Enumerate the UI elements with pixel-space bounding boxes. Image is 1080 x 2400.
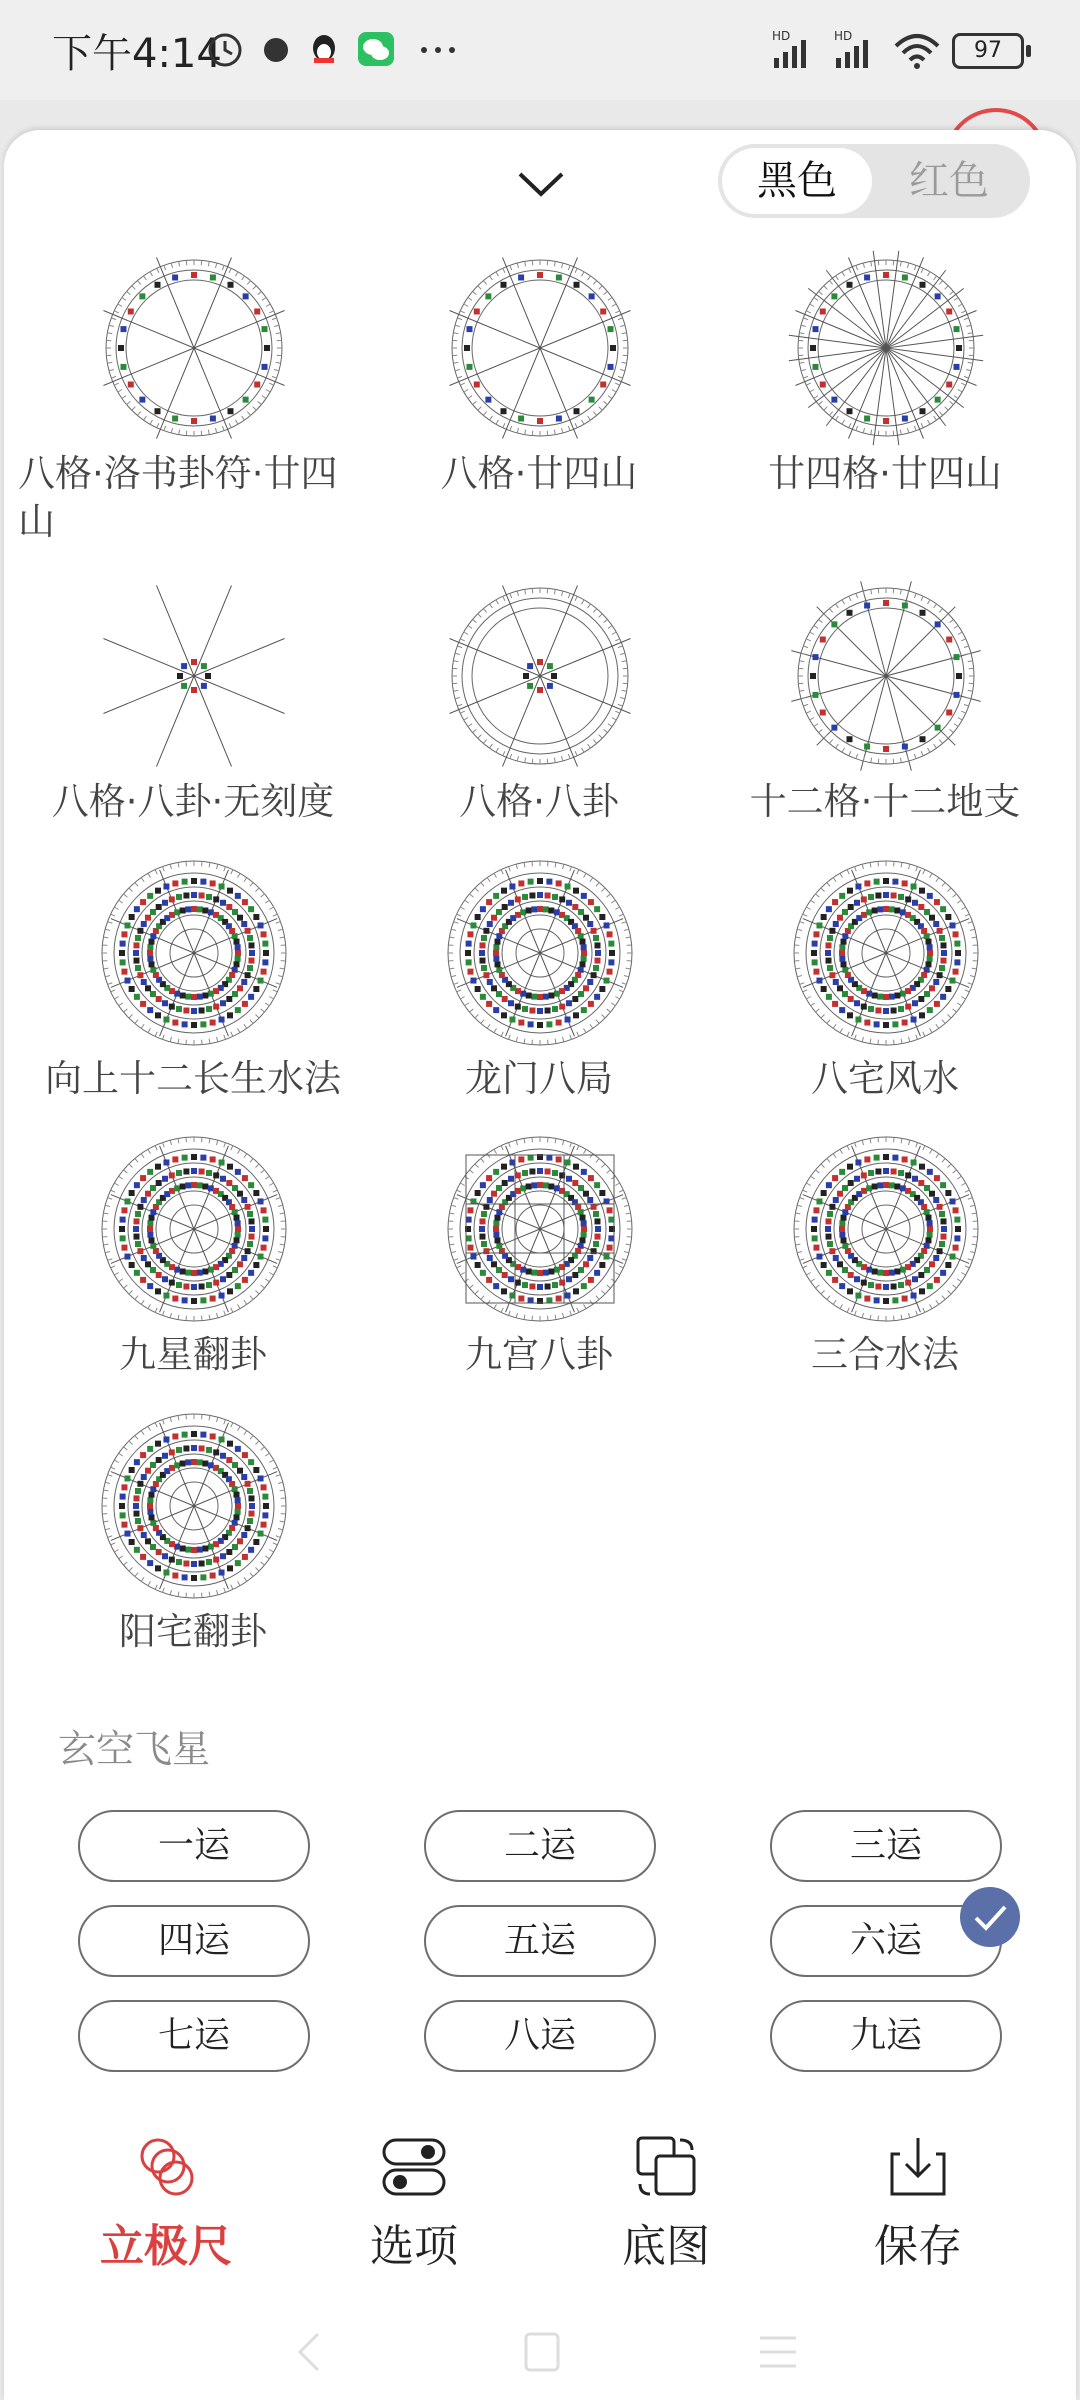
compass-ruler-thumbnail [96, 578, 292, 774]
svg-text:HD: HD [834, 29, 853, 43]
alarm-icon [205, 28, 245, 68]
compass-ruler-thumbnail [96, 855, 292, 1051]
period-option[interactable]: 九运 [770, 2000, 1002, 2072]
status-time: 下午4:14 [52, 31, 222, 77]
tab-label: 底图 [622, 2221, 710, 2272]
compass-ruler-thumbnail [788, 578, 984, 774]
nav-home-icon[interactable] [522, 2330, 562, 2374]
wifi-icon [892, 28, 942, 72]
ruler-style-label: 八格·八卦·无刻度 [51, 780, 335, 823]
compass-ruler-thumbnail [96, 1408, 292, 1604]
notification-dot-icon [258, 28, 294, 68]
more-icon [418, 28, 458, 68]
ruler-style-label: 九宫八卦 [465, 1333, 613, 1376]
ruler-style-label: 廿四格·廿四山 [768, 452, 1002, 495]
tab-label: 立极尺 [100, 2221, 232, 2272]
layers-swap-icon [634, 2134, 698, 2198]
qq-icon [306, 28, 342, 68]
ruler-style-label: 向上十二长生水法 [45, 1057, 341, 1100]
compass-ruler-thumbnail [96, 1131, 292, 1327]
compass-circles-icon [134, 2134, 198, 2198]
chevron-down-icon[interactable] [516, 170, 566, 200]
color-option-red[interactable]: 红色 [909, 158, 989, 204]
ruler-style-label: 九星翻卦 [119, 1333, 267, 1376]
tab-label: 选项 [370, 2221, 458, 2272]
ruler-style-label: 八格·洛书卦符·廿四山 [18, 452, 338, 543]
ruler-style-label: 八格·廿四山 [440, 452, 638, 495]
ruler-style-label: 龙门八局 [465, 1057, 613, 1100]
compass-ruler-thumbnail [788, 1131, 984, 1327]
period-option[interactable]: 八运 [424, 2000, 656, 2072]
svg-text:HD: HD [772, 29, 791, 43]
compass-ruler-thumbnail [442, 578, 638, 774]
wechat-icon [356, 28, 396, 68]
xuankong-title: 玄空飞星 [58, 1727, 211, 1771]
tab-label: 保存 [874, 2221, 962, 2272]
status-bar [0, 0, 1080, 100]
period-option[interactable]: 三运 [770, 1810, 1002, 1882]
compass-ruler-thumbnail [788, 855, 984, 1051]
color-toggle[interactable] [718, 144, 1030, 218]
period-option[interactable]: 四运 [78, 1905, 310, 1977]
toggle-options-icon [382, 2134, 446, 2198]
ruler-style-label: 八宅风水 [811, 1057, 959, 1100]
battery-indicator: 97 [952, 33, 1024, 69]
download-save-icon [886, 2134, 950, 2198]
ruler-style-label: 八格·八卦 [459, 780, 619, 823]
nav-menu-icon[interactable] [756, 2330, 800, 2374]
compass-ruler-thumbnail [96, 250, 292, 446]
signal-hd-icon [770, 28, 820, 72]
compass-ruler-thumbnail [788, 250, 984, 446]
compass-ruler-thumbnail [442, 250, 638, 446]
ruler-style-label: 阳宅翻卦 [119, 1610, 267, 1653]
ruler-style-label: 三合水法 [811, 1333, 959, 1376]
checkmark-icon [960, 1887, 1020, 1947]
color-option-black[interactable]: 黑色 [722, 148, 872, 214]
period-option[interactable]: 二运 [424, 1810, 656, 1882]
signal-hd-icon-2 [832, 28, 882, 72]
nav-back-icon[interactable] [294, 2330, 324, 2374]
ruler-style-label: 十二格·十二地支 [749, 780, 1021, 823]
compass-ruler-thumbnail [442, 1131, 638, 1327]
period-option[interactable]: 七运 [78, 2000, 310, 2072]
compass-ruler-thumbnail [442, 855, 638, 1051]
ruler-style-sheet [4, 130, 1076, 2400]
period-option[interactable]: 一运 [78, 1810, 310, 1882]
period-option[interactable]: 五运 [424, 1905, 656, 1977]
period-option[interactable]: 六运 [770, 1905, 1002, 1977]
